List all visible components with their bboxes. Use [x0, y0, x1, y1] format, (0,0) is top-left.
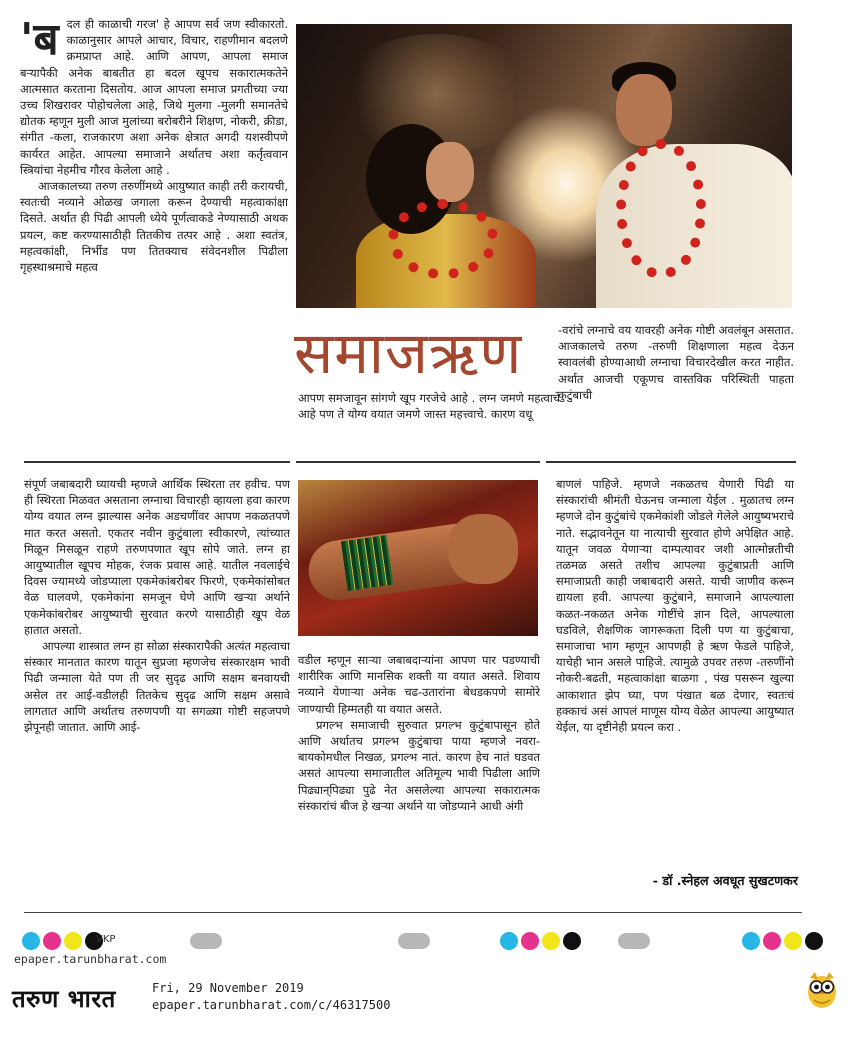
paragraph: दल ही काळाची गरज' हे आपण सर्व जण स्वीकारतो. काळानुसार आपले आचार, विचार, राहणीमान बदलणे क्रमप्राप्त आहे. आणि आपण, आपला समाज बऱ्यापैकी अनेक बाबतीत हा बदल खूपच सकारात्मकतेने आत्मसात करताना दिसतोय. आज आपला समाज प्रगतीच्या ज्या उच्च शिखरावर पोहोचलेला आहे, जिथे मुलगा -मुलगी समानतेचे द्योतक म्हणून मुली आज मुलांच्या बरोबरीने शिक्षण, नोकरी, क्रीडा, संगीत -कला, राजकारण अशा अनेक क्षेत्रात अगदी यशस्वीपणे कार्यरत आहेत. आपल्या समाजाने अर्थातच अशा कर्तृत्ववान स्त्रियांचा नेहमीच गौरव केलेला आहे .	[20, 17, 288, 177]
vkp-label: VKP	[96, 934, 116, 945]
column-lower-left	[24, 476, 290, 906]
grey-bar-icon	[618, 933, 650, 949]
bridal-hands-photo	[298, 480, 538, 636]
column-right-top	[558, 322, 794, 452]
paragraph: संपूर्ण जबाबदारी घ्यायची म्हणजे आर्थिक स्थिरता तर हवीच. पण ही स्थिरता मिळवत असताना लग्नाचा विचारही व्हायला हवा कारण योग्य वयात लग्न झाल्यास अनेक अडचणींवर आपण नकळतपणे मात करत असतो. एकतर नवीन कुटुंबाला स्वीकारणे, त्यांच्यात मिळून मिसळून राहणे तरुणपणात खूप सोपे जाते. लग्न हा आयुष्यातील खूपच मोहक, रंजक प्रवास आहे. यातील नवलाईचे दिवस ज्यामध्ये जोडप्याला एकमेकांबरोबर फिरणे, एकमेकांसोबत वेळ घालवणे, एकमेकांना समजून घेणे आणि खऱ्या अर्थाने एकमेकांबरोबर आयुष्याची सुरवात करणे यासाठीही खूप वेळ हातात असतो.	[24, 477, 290, 637]
masthead-logo: तरुण भारत	[12, 984, 116, 1013]
paragraph: आपण समजावून सांगणे खूप गरजेचे आहे . लग्न जमणे महत्वाचे आहे पण ते योग्य वयात जमणे जास्त महत्त्वाचे. कारण वधू	[298, 391, 560, 422]
registration-marks	[22, 930, 106, 952]
registration-bar	[190, 930, 222, 952]
magenta-dot-icon	[763, 932, 781, 950]
cyan-dot-icon	[500, 932, 518, 950]
magenta-dot-icon	[43, 932, 61, 950]
column-divider	[296, 461, 540, 463]
paragraph: बाणलं पाहिजे. म्हणजे नकळतच येणारी पिढी या संस्कारांची श्रीमंती घेऊनच जन्माला येईल . मुळातच लग्न म्हणजे दोन कुटुंबांचे एकमेकांशी जोडले गेलेले आयुष्यभराचे नाते. सद्भावनेतून या नात्याची सुरवात होणे अपेक्षित आहे. यातून जवळ येणाऱ्या दाम्पत्यावर जशी आत्मोन्नतीची तळमळ असते तशीच आपल्या कुटुंबाप्रती आणि समाजाप्रती काही जबाबदारी असते. याची जाणीव करून द्यायला हवी. आपल्या कुटुंबाने, समाजाने आपल्याला कळत-नकळत अनेक गोष्टींचे ज्ञान दिले, आपल्याला घडविले, शैक्षणिक जागरूकता दिली पण या कुटुंबाचा, समाजाचा भाग म्हणून आपणही हे ऋण फेडले पाहिजे, याचेही भान असले पाहिजे. त्यामुळे उपवर तरुण -तरुणींनो नोकरी-बढती, महत्वाकांक्षा बाळगा , पंख पसरून खुल्या आकाशात झेप घ्या, पण पंखात बळ देणार, स्वतःचं हक्काचं असं आपलं माणूस योग्य वेळेत आपल्या आयुष्यात येईल, या दृष्टीनेही प्रयत्न करा .	[556, 477, 794, 735]
registration-bar	[618, 930, 650, 952]
paragraph: वडील म्हणून साऱ्या जबाबदाऱ्यांना आपण पार पडण्याची शारीरिक आणि मानसिक शक्ती या वयात असते. शिवाय नव्याने येणाऱ्या अनेक चढ-उतारांना बेधडकपणे सामोरे जाण्याची हिम्मतही या वयात असते.	[298, 653, 540, 716]
column-divider	[24, 461, 290, 463]
column-mid-top	[298, 390, 560, 450]
wedding-couple-photo	[296, 24, 792, 308]
yellow-dot-icon	[542, 932, 560, 950]
paragraph: -वरांचे लग्नाचे वय यावरही अनेक गोष्टी अवलंबून असतात. आजकालचे तरुण -तरुणी शिक्षणाला महत्व देऊन स्वावलंबी होण्याआधी लग्नाचा विचारदेखील करत नाहीत. अर्थात आजची एकूणच वास्तविक परिस्थिती पाहता कुटुंबाची	[558, 323, 794, 402]
paragraph: आजकालच्या तरुण तरुणींमध्ये आयुष्यात काही तरी करायची, स्वतःची नव्याने ओळख जगाला करून देण्याची महत्वाकांक्षा दिसते. अर्थात ही पिढी आपली ध्येये पूर्णत्वाकडे नेण्यासाठी अथक प्रयत्न, कष्ट करण्यासाठीही तितकीच तत्पर आहे . अशा स्वतंत्र, महत्वकांक्षी, निर्भीड पण तितक्याच संवेदनशील पिढीला गृहस्थाश्रमाचे महत्व	[20, 179, 288, 275]
bangles-icon	[341, 535, 394, 591]
paragraph: प्रगल्भ समाजाची सुरुवात प्रगल्भ कुटुंबापासून होते आणि अर्थातच प्रगल्भ कुटुंबाचा पाया म्हणजे नवरा-बायकोमधील निखळ, प्रगल्भ नातं. कारण हेच नातं घडवत असतं आपल्या समाजातील अतिमूल्य भावी पिढीला आणि पिढ्यान्‌पिढ्या पुढे नेत असलेल्या आपल्या सकारात्मक संस्कारांचं बीज हे खऱ्या अर्थाने या जोडप्याने आधी अंगी	[298, 717, 540, 813]
yellow-dot-icon	[784, 932, 802, 950]
article-headline: समाजऋण	[294, 319, 523, 387]
issue-date: Fri, 29 November 2019	[152, 981, 304, 995]
cyan-dot-icon	[742, 932, 760, 950]
column-lower-right	[556, 476, 794, 866]
owl-icon[interactable]	[806, 970, 838, 1014]
black-dot-icon	[563, 932, 581, 950]
column-divider	[546, 461, 796, 463]
registration-marks	[500, 930, 584, 952]
column-top-left	[20, 16, 288, 456]
grey-bar-icon	[190, 933, 222, 949]
column-lower-mid	[298, 652, 540, 904]
paragraph: आपल्या शास्त्रात लग्न हा सोळा संस्कारापैकी अत्यंत महत्वाचा संस्कार मानतात कारण यातून सुप्रजा म्हणजेच संस्कारक्षम भावी पिढी जन्माला येते पण ती जर सुदृढ आणि सक्षम बनवायची असेल तर आई-वडीलही तितकेच सुदृढ आणि सक्षम असावे लागतात आणि अर्थातच तरुणपणी या सगळ्या गोष्टी सहजपणे झेपूनही जातात. आणि आई-	[24, 639, 290, 735]
yellow-dot-icon	[64, 932, 82, 950]
registration-bar	[398, 930, 430, 952]
registration-marks	[742, 930, 826, 952]
footer-divider	[24, 912, 802, 913]
epaper-url[interactable]: epaper.tarunbharat.com	[14, 952, 167, 966]
article-link[interactable]: epaper.tarunbharat.com/c/46317500	[152, 998, 391, 1012]
black-dot-icon	[805, 932, 823, 950]
grey-bar-icon	[398, 933, 430, 949]
drop-cap: 'ब	[20, 16, 59, 65]
cyan-dot-icon	[22, 932, 40, 950]
magenta-dot-icon	[521, 932, 539, 950]
author-byline: - डॉ .स्नेहल अवधूत सुखटणकर	[652, 873, 798, 888]
